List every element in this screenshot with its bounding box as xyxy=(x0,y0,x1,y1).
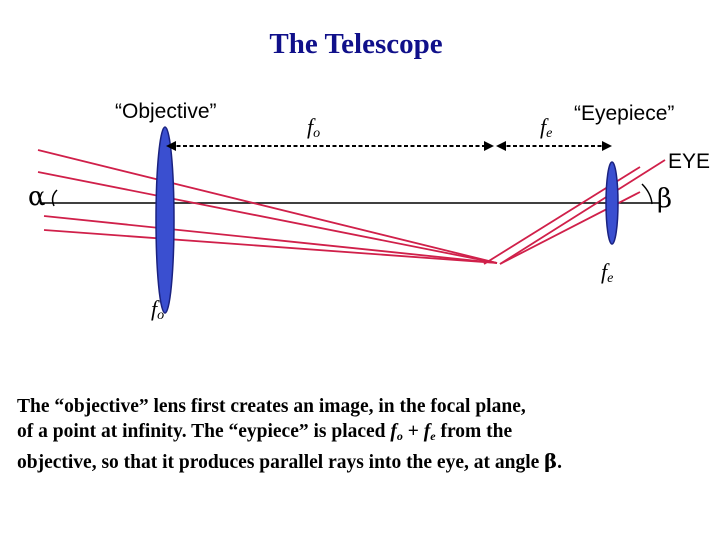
outgoing-ray-2 xyxy=(500,160,665,264)
incoming-ray-3 xyxy=(44,216,497,263)
objective-label: “Objective” xyxy=(115,100,217,123)
incoming-ray-2 xyxy=(38,172,497,263)
slide-title: The Telescope xyxy=(269,28,443,60)
eye-label: EYE xyxy=(668,150,711,173)
beta-symbol: β xyxy=(657,184,673,214)
caption-line-1: The “objective” lens first creates an image, in the focal plane, xyxy=(17,396,526,417)
eyepiece-label: “Eyepiece” xyxy=(574,102,675,125)
fo-label-bottom: $f_o$ xyxy=(151,296,165,323)
fe-label-bottom: $f_e$ xyxy=(601,259,614,286)
fo-label-top: $f_o$ xyxy=(307,114,321,141)
caption-text xyxy=(17,394,717,475)
fo-arrow-right xyxy=(484,141,494,151)
beta-angle-arc xyxy=(642,184,652,204)
fe-label-top: $f_e$ xyxy=(540,114,553,141)
caption-line-2: of a point at infinity. The “eypiece” is placed $f_o + f_e$ from the xyxy=(17,421,513,443)
objective-lens xyxy=(156,127,174,313)
alpha-symbol: α xyxy=(28,182,46,212)
fe-arrow-left xyxy=(496,141,506,151)
caption-line-3: objective, so that it produces parallel rays into the eye, at angle β. xyxy=(17,450,562,473)
fe-arrow-right xyxy=(602,141,612,151)
eyepiece-lens xyxy=(606,162,618,244)
